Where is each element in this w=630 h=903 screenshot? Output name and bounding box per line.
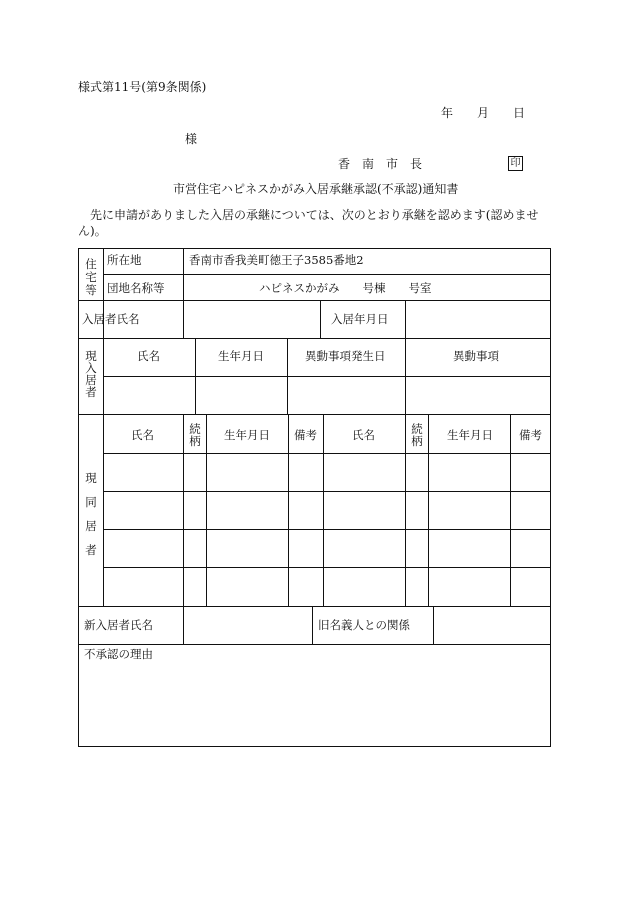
body-text-line-2: ん)。 (78, 224, 107, 238)
col-divider (183, 606, 184, 644)
body-text-line-1: 先に申請がありました入居の承継については、次のとおり承継を認めます(認めませ (90, 208, 539, 222)
relation-to-former-label: 旧名義人との関係 (318, 618, 410, 632)
col-divider (405, 300, 406, 338)
row-divider (103, 376, 551, 377)
col-divider (103, 248, 104, 606)
row-divider (78, 300, 551, 301)
cohab-header-birthdate-1: 生年月日 (224, 428, 270, 442)
move-in-date-label: 入居年月日 (331, 312, 389, 326)
row-divider (103, 529, 551, 530)
cohab-header-name-1: 氏名 (131, 428, 154, 442)
col-divider (312, 606, 313, 644)
row-divider (103, 491, 551, 492)
issuer-name: 香 南 市 長 (338, 157, 423, 171)
seal-stamp: 印 (508, 156, 523, 171)
row-divider (78, 644, 551, 645)
row-divider (103, 274, 551, 275)
location-label: 所在地 (107, 253, 142, 267)
new-resident-name-label: 新入居者氏名 (84, 618, 153, 632)
col-divider (433, 606, 434, 644)
row-divider (103, 567, 551, 568)
section-label-current-resident: 現 入 居 者 (85, 349, 97, 400)
document-title: 市営住宅ハピネスかがみ入居承継承認(不承認)通知書 (173, 182, 459, 196)
complex-label: 団地名称等 (107, 281, 165, 295)
header-name: 氏名 (137, 349, 160, 363)
resident-name-label: 入居者氏名 (82, 312, 140, 326)
col-divider (510, 414, 511, 606)
col-divider (428, 414, 429, 606)
cohab-header-name-2: 氏名 (352, 428, 375, 442)
cohab-header-note-2: 備考 (519, 428, 542, 442)
col-divider (405, 338, 406, 414)
col-divider (183, 414, 184, 606)
col-divider (323, 414, 324, 606)
row-divider (78, 414, 551, 415)
row-divider (78, 606, 551, 607)
cohab-header-birthdate-2: 生年月日 (447, 428, 493, 442)
col-divider (206, 414, 207, 606)
col-divider (183, 248, 184, 300)
cohab-header-note-1: 備考 (294, 428, 317, 442)
addressee-suffix: 様 (185, 132, 198, 146)
col-divider (287, 338, 288, 414)
section-label-housing: 住 宅 等 (85, 257, 97, 298)
cohab-header-relation-2: 続柄 (411, 422, 423, 449)
col-divider (183, 300, 184, 338)
location-value: 香南市香我美町徳王子3585番地2 (189, 253, 364, 267)
col-divider (195, 338, 196, 414)
col-divider (288, 414, 289, 606)
form-number: 様式第11号(第9条関係) (78, 80, 207, 94)
form-table (78, 248, 551, 747)
row-divider (78, 338, 551, 339)
header-birthdate: 生年月日 (218, 349, 264, 363)
rejection-reason-label: 不承認の理由 (84, 647, 153, 661)
cohab-header-relation-1: 続柄 (189, 422, 201, 449)
complex-value: ハピネスかがみ 号棟 号室 (259, 281, 432, 295)
date-line: 年 月 日 (441, 106, 526, 120)
col-divider (405, 414, 406, 606)
col-divider (320, 300, 321, 338)
section-label-cohabitants: 現 同 居 者 (85, 471, 97, 558)
header-change-date: 異動事項発生日 (305, 349, 386, 363)
header-change-item: 異動事項 (453, 349, 499, 363)
row-divider (103, 453, 551, 454)
